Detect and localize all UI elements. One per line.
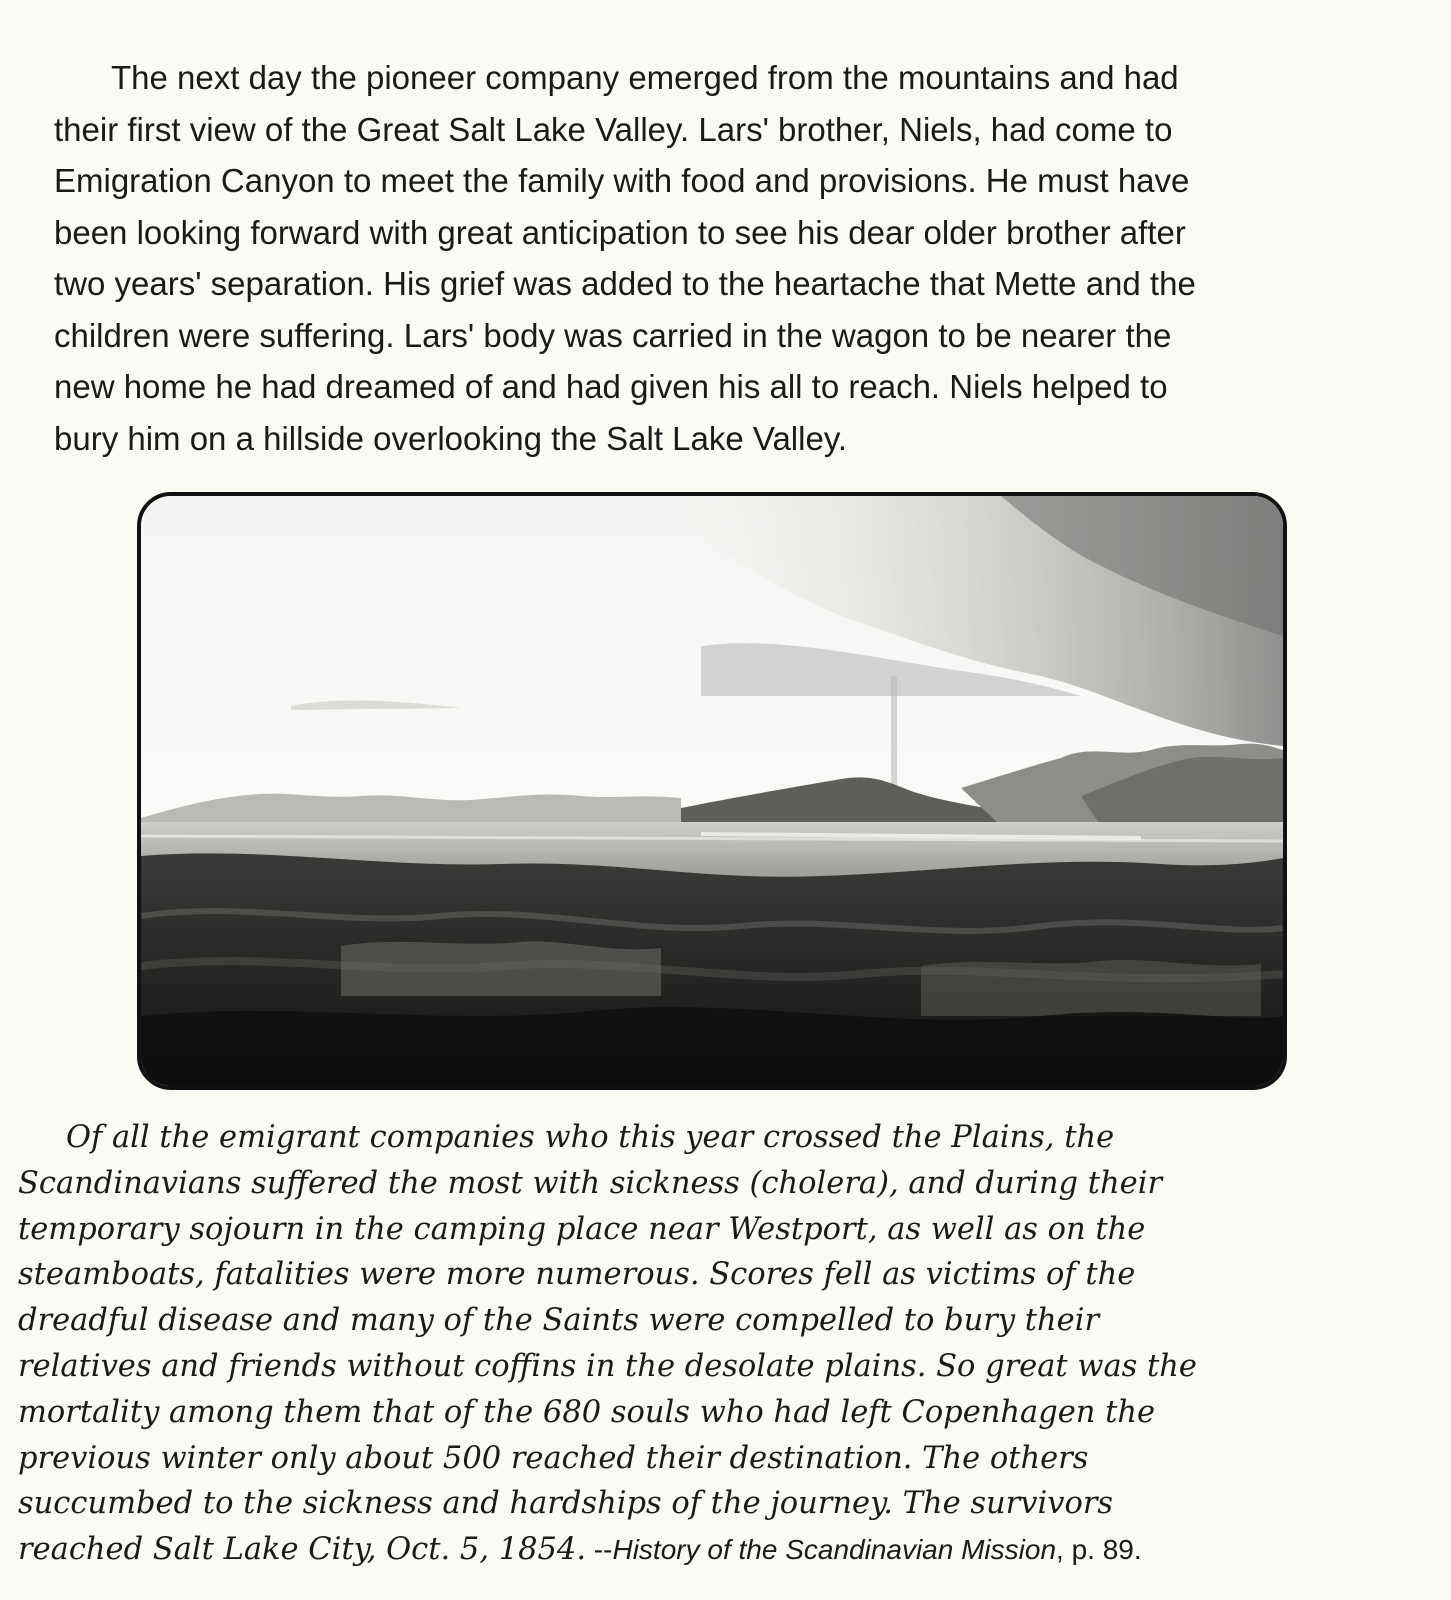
foreground-hill [141, 1007, 1283, 1086]
narrative-paragraph [54, 52, 1414, 464]
foreground-brush [921, 960, 1261, 1016]
citation [586, 1534, 1142, 1565]
quote-line: Scandinavians suffered the most with sickness (cholera), and during their [18, 1165, 1163, 1201]
citation-source: History of the Scandinavian Mission [612, 1534, 1057, 1566]
citation-page: , p. 89. [1056, 1534, 1142, 1566]
landscape-engraving [141, 496, 1283, 1086]
quote-line: temporary sojourn in the camping place near Westport, as well as on the [18, 1211, 1146, 1247]
historical-quote [18, 1115, 1438, 1573]
narrative-line: been looking forward with great anticipation to see his dear older brother after [54, 213, 1186, 251]
narrative-line: Emigration Canyon to meet the family with food and provisions. He must have [54, 162, 1190, 199]
narrative-line: The next day the pioneer company emerged from the mountains and had [111, 59, 1179, 96]
narrative-line: new home he had dreamed of and had given his all to reach. Niels helped to [54, 368, 1168, 405]
citation-prefix: -- [586, 1534, 613, 1566]
quote-line: succumbed to the sickness and hardships of the journey. The survivors [18, 1486, 1114, 1522]
quote-line: steamboats, fatalities were more numerous. Scores fell as victims of the [18, 1257, 1136, 1293]
salt-lake-valley-illustration [137, 492, 1287, 1090]
quote-line: previous winter only about 500 reached their destination. The others [18, 1440, 1089, 1476]
rain-streak [891, 676, 897, 796]
quote-line: relatives and friends without coffins in the desolate plains. So great was the [18, 1348, 1197, 1384]
quote-line: dreadful disease and many of the Saints were compelled to bury their [18, 1303, 1100, 1339]
quote-last-line [18, 1527, 1438, 1573]
narrative-line: their first view of the Great Salt Lake Valley. Lars' brother, Niels, had come to [54, 110, 1173, 148]
quote-line: mortality among them that of the 680 souls who had left Copenhagen the [18, 1394, 1156, 1430]
narrative-line: bury him on a hillside overlooking the Salt Lake Valley. [54, 419, 848, 457]
narrative-line: two years' separation. His grief was added to the heartache that Mette and the [54, 265, 1196, 302]
quote-line: Of all the emigrant companies who this year crossed the Plains, the [66, 1120, 1115, 1155]
narrative-line: children were suffering. Lars' body was carried in the wagon to be nearer the [54, 316, 1172, 354]
quote-final-text: reached Salt Lake City, Oct. 5, 1854. [18, 1532, 587, 1568]
foreground-brush [341, 941, 661, 996]
